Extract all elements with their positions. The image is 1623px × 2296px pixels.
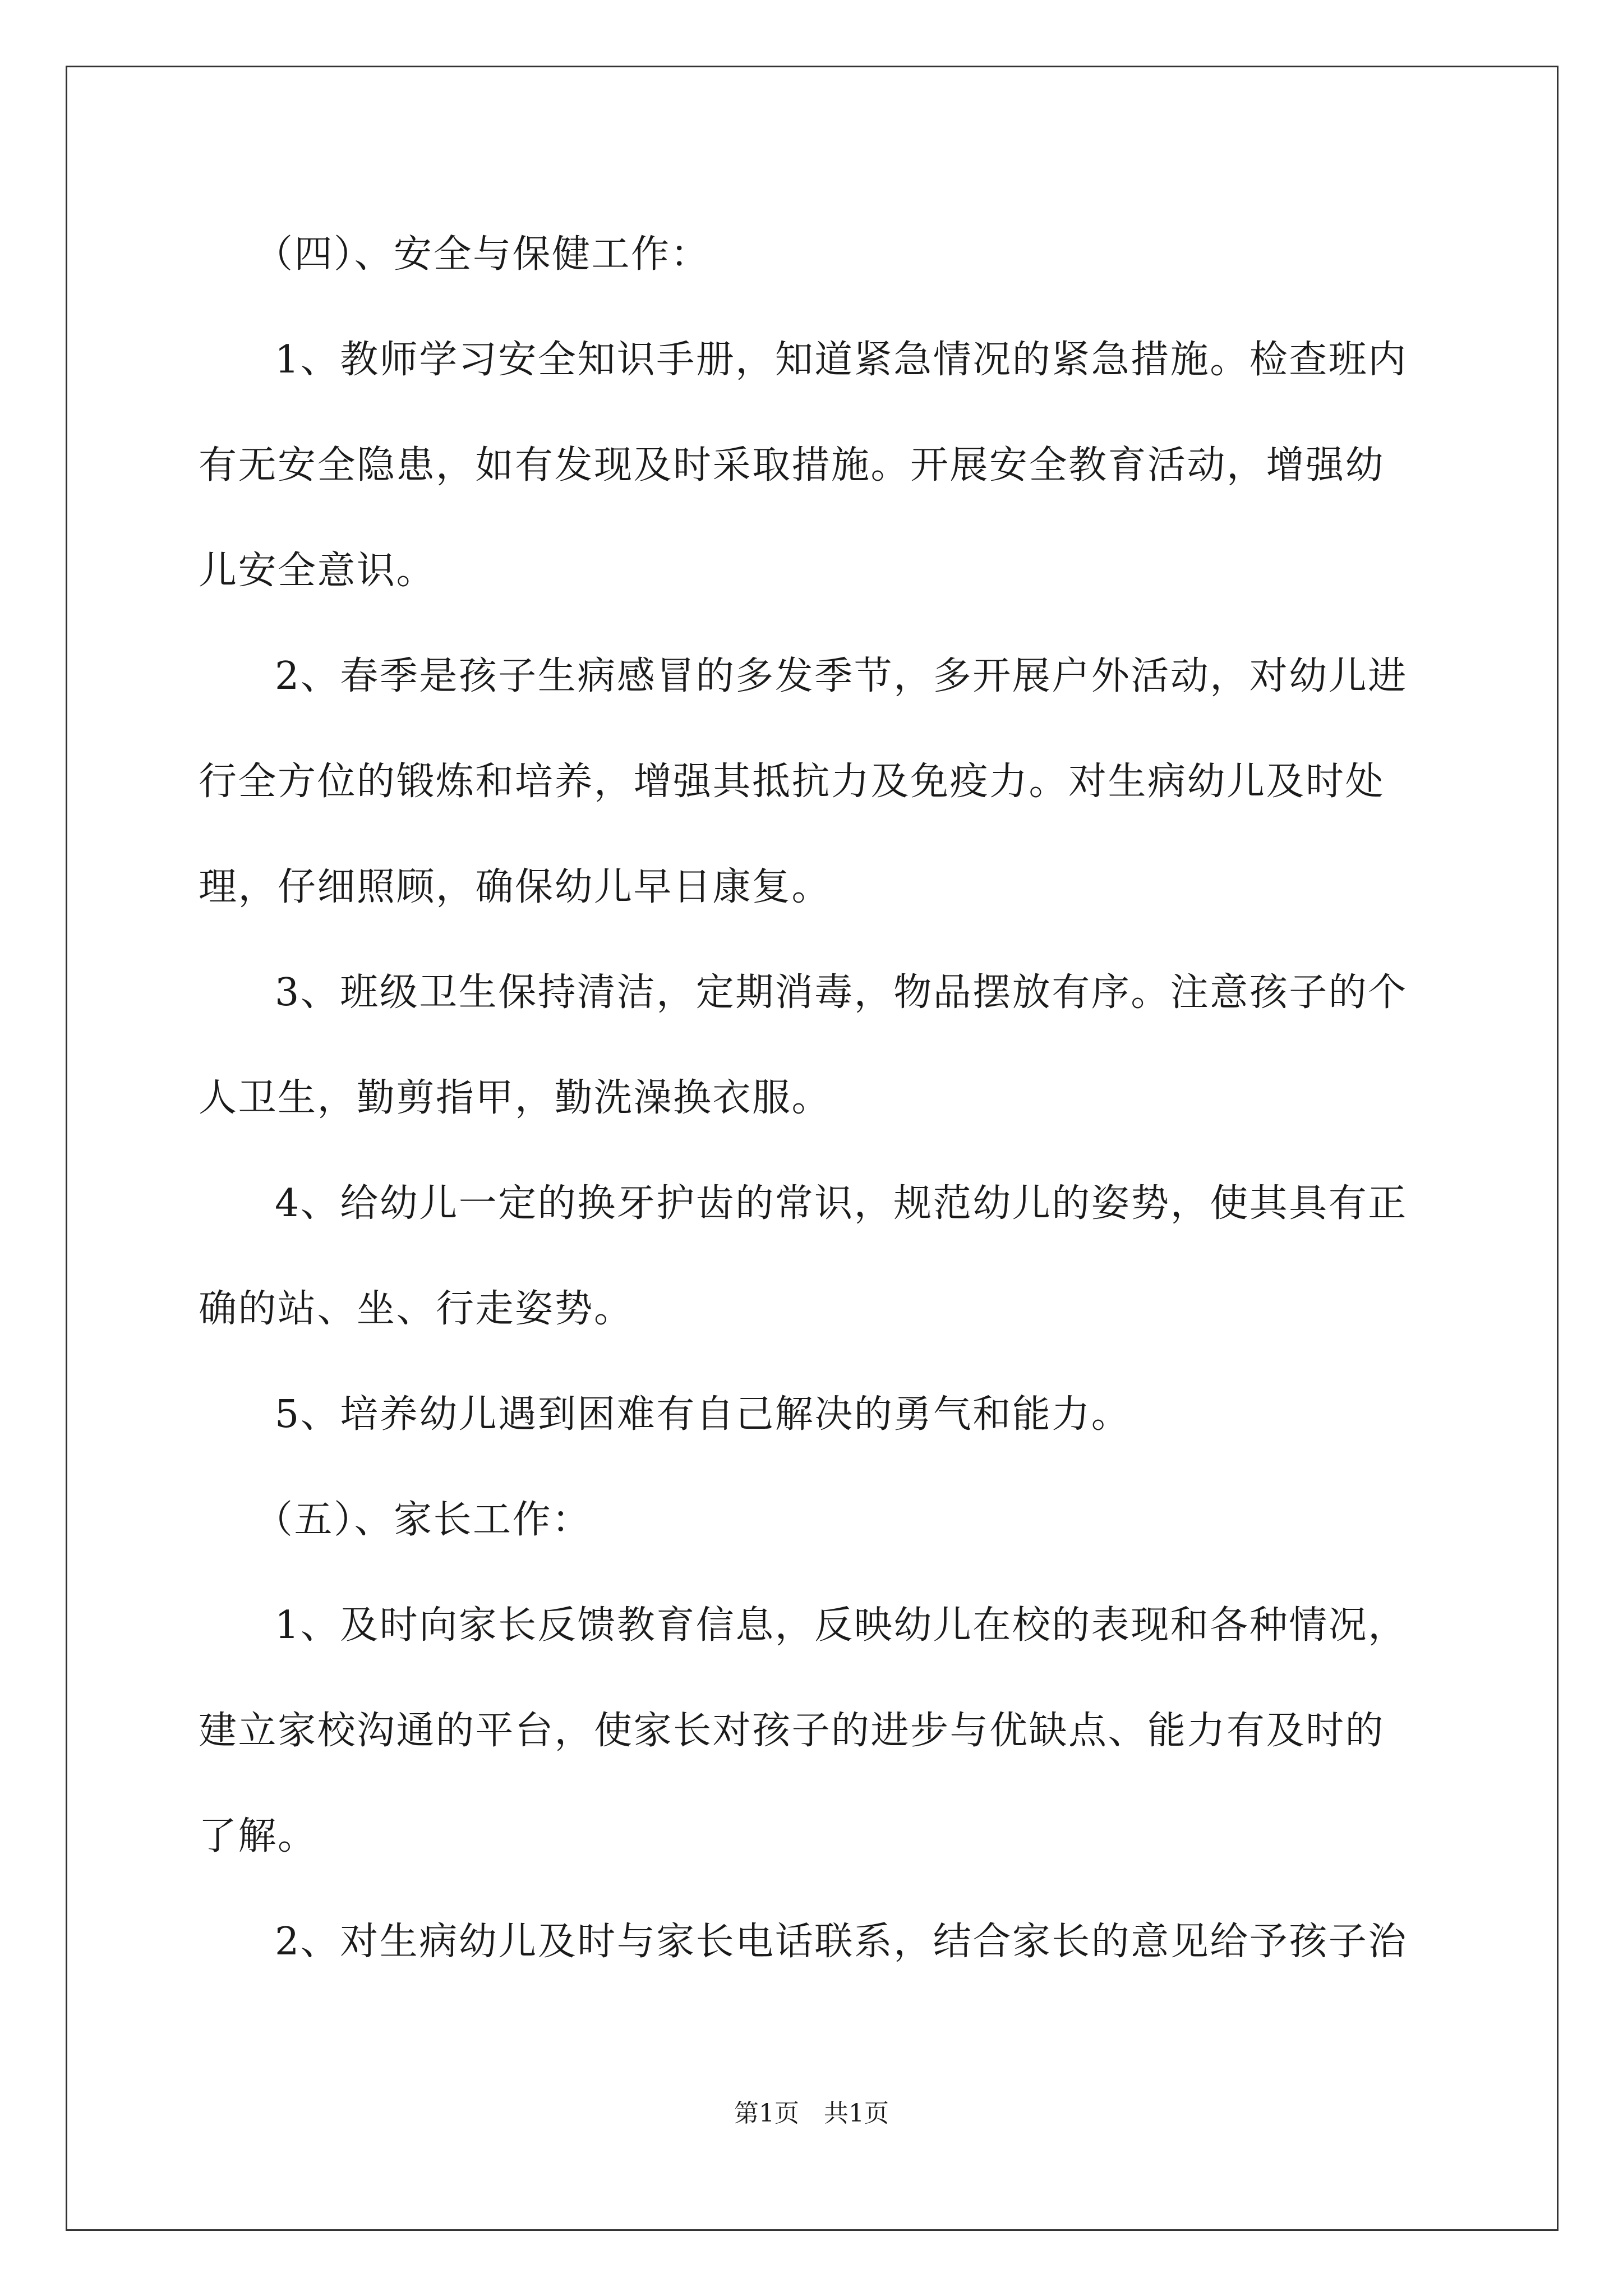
text-line: 2、春季是孩子生病感冒的多发季节，多开展户外活动，对幼儿进 (275, 654, 1408, 698)
text-line: 儿安全意识。 (199, 549, 436, 593)
text-line: 建立家校沟通的平台，使家长对孩子的进步与优缺点、能力有及时的 (199, 1709, 1385, 1753)
text-line: 确的站、坐、行走姿势。 (199, 1287, 634, 1331)
text-line: 有无安全隐患，如有发现及时采取措施。开展安全教育活动，增强幼 (199, 443, 1385, 487)
text-line: 4、给幼儿一定的换牙护齿的常识，规范幼儿的姿势，使其具有正 (275, 1181, 1408, 1226)
text-line: 行全方位的锻炼和培养，增强其抵抗力及免疫力。对生病幼儿及时处 (199, 760, 1385, 804)
text-line: 2、对生病幼儿及时与家长电话联系，结合家长的意见给予孩子治 (275, 1920, 1408, 1964)
text-line: 1、教师学习安全知识手册，知道紧急情况的紧急措施。检查班内 (275, 338, 1408, 382)
page-number-footer: 第1页 共1页 (734, 2099, 889, 2128)
text-line: 人卫生，勤剪指甲，勤洗澡换衣服。 (199, 1076, 832, 1120)
section-heading-parents: （五）、家长工作： (255, 1498, 592, 1542)
text-line: 5、培养幼儿遇到困难有自己解决的勇气和能力。 (275, 1392, 1131, 1437)
text-line: 3、班级卫生保持清洁，定期消毒，物品摆放有序。注意孩子的个 (275, 970, 1408, 1015)
text-line: 了解。 (199, 1814, 317, 1858)
text-line: 理，仔细照顾，确保幼儿早日康复。 (199, 865, 832, 909)
section-heading-safety: （四）、安全与保健工作： (255, 232, 711, 277)
text-line: 1、及时向家长反馈教育信息，反映幼儿在校的表现和各种情况， (275, 1603, 1408, 1648)
